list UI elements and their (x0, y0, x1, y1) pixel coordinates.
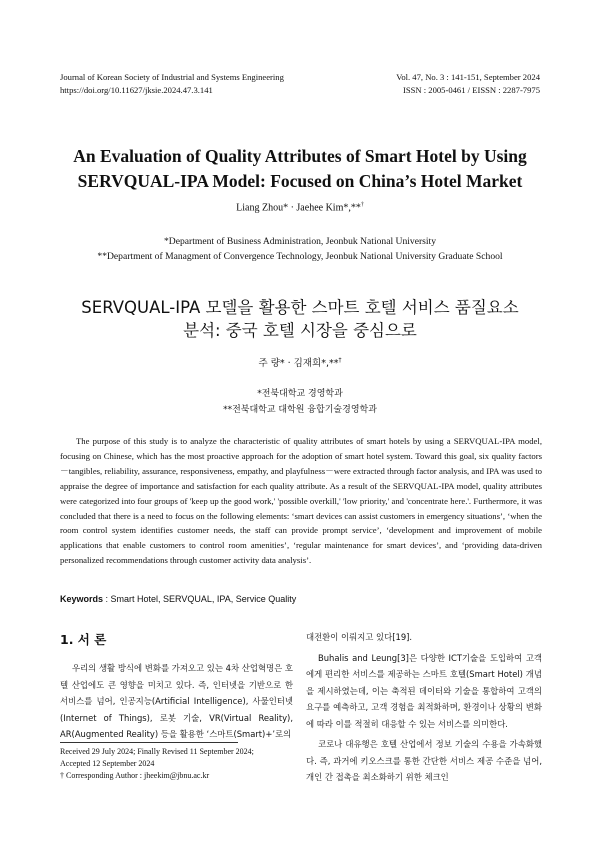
korean-affiliations (0, 386, 600, 418)
footnote (60, 746, 254, 782)
corresponding-mark-ko: † (338, 356, 342, 364)
keywords-separator: : (103, 594, 111, 604)
korean-title (40, 296, 560, 342)
korean-authors-text: 주 량* · 김재희*,** (258, 358, 339, 369)
abstract: The purpose of this study is to analyze the characteristic of quality attributes of smart hotels by using a SERVQUAL-IPA model, focusing on Chinese, which has the most proactive approach for the adoption of smart hotel system. Toward this goal, six quality factors－tangibles, reliability, assurance, responsiveness, empathy, and playfulness－were extracted through factor analysis, and IPA was used to appraise the degree of importance and satisfaction for each quality attribute. As a result of the SERVQUAL-IPA model, quality attributes were categorized into four groups of 'keep up the good work,' 'possible overkill,' 'low priority,' and 'concentrate here.'. Furthermore, it was concluded that there is a need to focus on the following elements: ‘smart devices can assist customers in emergency situations’, ‘when the room control system identifies customer needs, the staff can provide prompt service’, ‘development and improvement of mobile applications that enable customers to control room amenities’, ‘regular maintenance for smart devices’, and ‘providing data-driven personalized recommendations through customer activity data analysis’. (60, 436, 542, 566)
received-date: Received 29 July 2024; Finally Revised 11 September 2024; (60, 747, 254, 756)
body-right-paragraph-2: Buhalis and Leung[3]은 다양한 ICT기술을 도입하여 고객에게 편리한 서비스를 제공하는 스마트 호텔(Smart Hotel) 개념을 제시하였는데, 이는 축적된 데이터와 기술을 통합하여 고객의 요구를 예측하고, 고객 경험을 최적화하며, 환경이나 상황의 변화에 따라 이를 적절히 대응할 수 있는 서비스를 의미한다. (306, 652, 542, 729)
footnote-divider (60, 742, 238, 743)
doi-link[interactable]: https://doi.org/10.11627/jksie.2024.47.3.141 (60, 85, 213, 95)
running-header-right (396, 71, 540, 97)
body-right-paragraph-3: 코로나 대유행은 호텔 산업에서 정보 기술의 수용을 가속화했다. 즉, 과거에 키오스크를 통한 간단한 서비스 제공 수준을 넘어, 개인 간 접촉을 최소화하기 위한 체크인 (306, 739, 542, 782)
english-title (40, 144, 560, 194)
corresponding-author-email[interactable]: Corresponding Author : jheekim@jbnu.ac.kr (64, 771, 210, 780)
english-title-line2: SERVQUAL-IPA Model: Focused on China’s Hotel Market (77, 171, 523, 191)
korean-authors (0, 355, 600, 369)
section-heading: 1. 서 론 (60, 632, 107, 647)
affiliation-ko-2: **전북대학교 대학원 융합기술경영학과 (223, 405, 377, 415)
affiliation-ko-1: *전북대학교 경영학과 (257, 389, 343, 399)
korean-title-line1: SERVQUAL-IPA 모델을 활용한 스마트 호텔 서비스 품질요소 (81, 298, 519, 317)
body-right-paragraph-1: 대전환이 이뤄지고 있다[19]. (306, 632, 413, 642)
body-right-column (306, 629, 542, 786)
corresponding-mark: † (360, 202, 364, 208)
journal-name: Journal of Korean Society of Industrial and Systems Engineering (60, 72, 284, 82)
volume-info: Vol. 47, No. 3 : 141-151, September 2024 (396, 72, 540, 82)
korean-title-line2: 분석: 중국 호텔 시장을 중심으로 (183, 321, 417, 340)
keywords-text: Smart Hotel, SERVQUAL, IPA, Service Quality (110, 594, 297, 604)
running-header-left (60, 71, 284, 97)
body-left-column: 우리의 생활 방식에 변화를 가져오고 있는 4차 산업혁명은 호텔 산업에도 큰 영향을 미치고 있다. 즉, 인터넷을 기반으로 한 서비스를 넘어, 인공지능(Artificial Intelligence), 사물인터넷(Internet of Things), 로봇 기술, VR(Virtual Reality), AR(Augmented Reality) 등을 활용한 ‘스마트(Smart)+’로의 (60, 663, 293, 739)
affiliation-en-1: *Department of Business Administration, Jeonbuk National University (163, 236, 437, 247)
dagger-mark: † (60, 771, 64, 780)
english-title-line1: An Evaluation of Quality Attributes of Smart Hotel by Using (73, 146, 527, 166)
english-authors (0, 202, 600, 213)
english-affiliations (0, 234, 600, 264)
accepted-date: Accepted 12 September 2024 (60, 759, 155, 768)
keywords (60, 594, 296, 604)
corresponding-author (60, 770, 254, 782)
issn-info: ISSN : 2005-0461 / EISSN : 2287-7975 (402, 85, 540, 95)
english-authors-text: Liang Zhou* · Jaehee Kim*,** (236, 202, 361, 214)
affiliation-en-2: **Department of Managment of Convergence Technology, Jeonbuk National University Graduate School (97, 251, 503, 262)
keywords-label: Keywords (60, 594, 104, 604)
